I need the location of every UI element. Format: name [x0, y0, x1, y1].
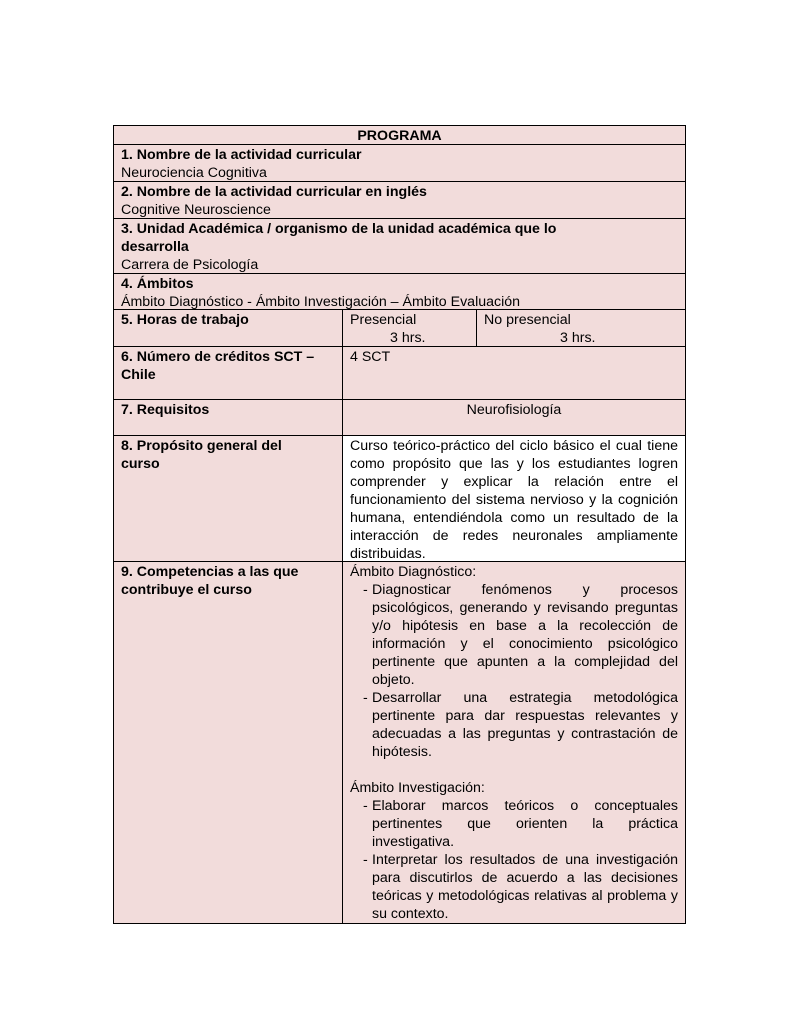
section-3 — [113, 219, 686, 274]
section-6 — [113, 347, 686, 400]
section-9-label-line1: 9. Competencias a las que — [121, 564, 299, 580]
section-3-value: Carrera de Psicología — [121, 257, 259, 273]
table-header — [113, 125, 686, 145]
section-6-label — [114, 347, 343, 399]
section-2-label: 2. Nombre de la actividad curricular en inglés — [121, 184, 427, 200]
no-presencial-label: No presencial — [484, 312, 571, 328]
section-5-label: 5. Horas de trabajo — [114, 310, 343, 346]
section-1 — [113, 145, 686, 182]
section-8-label-line2: curso — [121, 456, 160, 472]
section-9 — [113, 562, 686, 924]
investigation-title: Ámbito Investigación: — [350, 780, 485, 796]
section-8-label — [114, 436, 343, 561]
program-table — [113, 125, 686, 924]
section-9-label-line2: contribuye el curso — [121, 582, 252, 598]
presencial-hours: 3 hrs. — [390, 330, 426, 346]
presencial-label: Presencial — [350, 312, 417, 328]
section-7 — [113, 400, 686, 436]
section-8-label-line1: 8. Propósito general del — [121, 438, 282, 454]
section-4-label: 4. Ámbitos — [121, 276, 194, 292]
section-7-label: 7. Requisitos — [114, 400, 343, 435]
investigation-item-2: Interpretar los resultados de una investigación para discutirlos de acuerdo a las decisiones teóricas y metodológicas relativas al problema y su contexto. — [372, 852, 678, 922]
list-item: - Interpretar los resultados de una investigación para discutirlos de acuerdo a las decisiones teóricas y metodológicas relativas al problema y su contexto. — [363, 852, 678, 922]
section-9-value — [343, 562, 685, 923]
diagnostic-item-2: Desarrollar una estrategia metodológica pertinente para dar respuestas relevantes y adecuadas a las preguntas y contrastación de hipótesis. — [372, 690, 678, 760]
no-presencial-cell — [477, 310, 685, 346]
section-9-label — [114, 562, 343, 923]
investigation-list — [350, 797, 678, 923]
section-1-value: Neurociencia Cognitiva — [121, 165, 267, 181]
section-7-value: Neurofisiología — [343, 400, 685, 435]
no-presencial-hours: 3 hrs. — [560, 330, 596, 346]
section-2-value: Cognitive Neuroscience — [121, 202, 271, 218]
list-item: - Elaborar marcos teóricos o conceptuales pertinentes que orienten la práctica investigativa. — [363, 798, 678, 850]
section-6-value: 4 SCT — [343, 347, 685, 399]
section-1-label: 1. Nombre de la actividad curricular — [121, 147, 362, 163]
section-5 — [113, 310, 686, 347]
section-3-label-line2: desarrolla — [121, 239, 189, 255]
list-item: - Desarrollar una estrategia metodológica pertinente para dar respuestas relevantes y adecuadas a las preguntas y contrastación de hipótesis. — [363, 690, 678, 760]
section-2 — [113, 182, 686, 219]
section-8 — [113, 436, 686, 562]
header-title: PROGRAMA — [357, 128, 442, 144]
section-3-label-line1: 3. Unidad Académica / organismo de la unidad académica que lo — [121, 221, 557, 237]
section-6-label-line2: Chile — [121, 367, 156, 383]
investigation-item-1: Elaborar marcos teóricos o conceptuales pertinentes que orienten la práctica investigativa. — [372, 798, 678, 850]
diagnostic-item-1: Diagnosticar fenómenos y procesos psicológicos, generando y revisando preguntas y/o hipótesis en base a la recolección de información y el conocimiento psicológico pertinente que apunten a la complejidad del objeto. — [372, 582, 678, 688]
section-4 — [113, 274, 686, 310]
section-6-label-line1: 6. Número de créditos SCT – — [121, 349, 315, 365]
section-8-value: Curso teórico-práctico del ciclo básico el cual tiene como propósito que las y los estudiantes logren comprender y explicar la relación entre el funcionamiento del sistema nervioso y la cognición humana, entendiéndola como un resultado de la interacción de redes neuronales ampliamente distribuidas. — [343, 436, 685, 561]
diagnostic-title: Ámbito Diagnóstico: — [350, 564, 477, 580]
diagnostic-list — [350, 581, 678, 761]
presencial-cell — [343, 310, 477, 346]
list-item: - Diagnosticar fenómenos y procesos psicológicos, generando y revisando preguntas y/o hipótesis en base a la recolección de información y el conocimiento psicológico pertinente que apunten a la complejidad del objeto. — [363, 582, 678, 688]
section-4-value: Ámbito Diagnóstico - Ámbito Investigación – Ámbito Evaluación — [121, 294, 521, 310]
